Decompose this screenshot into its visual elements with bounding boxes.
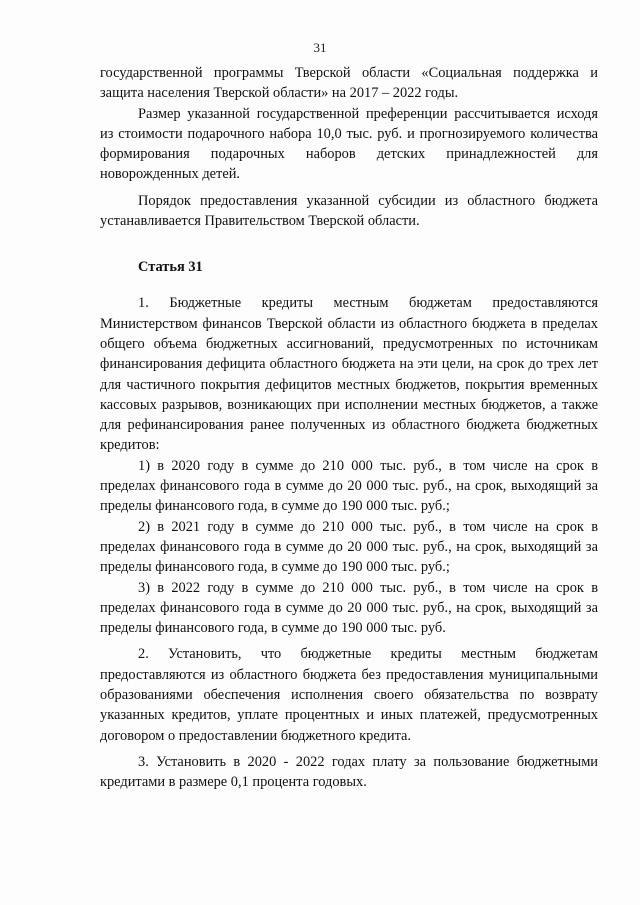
document-body (100, 63, 598, 793)
article-subclause-2021: 2) в 2021 году в сумме до 210 000 тыс. руб., в том числе на срок в пределах финансового года в сумме до 20 000 тыс. руб., на срок, выходящий за пределы финансового года, в сумме до 190 000 тыс. руб.; (100, 518, 598, 576)
article-clause-1: 1. Бюджетные кредиты местным бюджетам предоставляются Министерством финансов Тверской области из областного бюджета в пределах общего объема бюджетных ассигнований, предусмотренных по источникам финансирования дефицита областного бюджета на эти цели, на срок до трех лет для частичного покрытия дефицитов местных бюджетов, покрытия временных кассовых разрывов, возникающих при исполнении местных бюджетов, а также для рефинансирования ранее полученных из областного бюджета бюджетных кредитов: (100, 295, 598, 454)
paragraph-subsidy-order: Порядок предоставления указанной субсидии из областного бюджета устанавливается Правительством Тверской области. (100, 192, 598, 230)
paragraph-continuation: государственной программы Тверской области «Социальная поддержка и защита населения Тверской области» на 2017 – 2022 годы. (100, 65, 598, 102)
article-clause-3: 3. Установить в 2020 - 2022 годах плату за пользование бюджетными кредитами в размере 0,1 процента годовых. (100, 753, 598, 791)
article-clause-2: 2. Установить, что бюджетные кредиты местным бюджетам предоставляются из областного бюджета без предоставления муниципальными образованиями обеспечения исполнения своего обязательства по возврату указанных кредитов, уплате процентных и иных платежей, предусмотренных договором о предоставлении бюджетного кредита. (100, 646, 598, 744)
article-subclause-2022: 3) в 2022 году в сумме до 210 000 тыс. руб., в том числе на срок в пределах финансового года в сумме до 20 000 тыс. руб., на срок, выходящий за пределы финансового года, в сумме до 190 000 тыс. руб. (100, 579, 598, 637)
page-number: 31 (313, 40, 327, 55)
paragraph-preference-size: Размер указанной государственной преференции рассчитывается исходя из стоимости подарочного набора 10,0 тыс. руб. и прогнозируемого количества формирования подарочных наборов детских принадлежностей для новорожденных детей. (100, 105, 598, 183)
article-subclause-2020: 1) в 2020 году в сумме до 210 000 тыс. руб., в том числе на срок в пределах финансового года в сумме до 20 000 тыс. руб., на срок, выходящий за пределы финансового года, в сумме до 190 000 тыс. руб.; (100, 457, 598, 515)
article-heading: Статья 31 (138, 259, 203, 276)
